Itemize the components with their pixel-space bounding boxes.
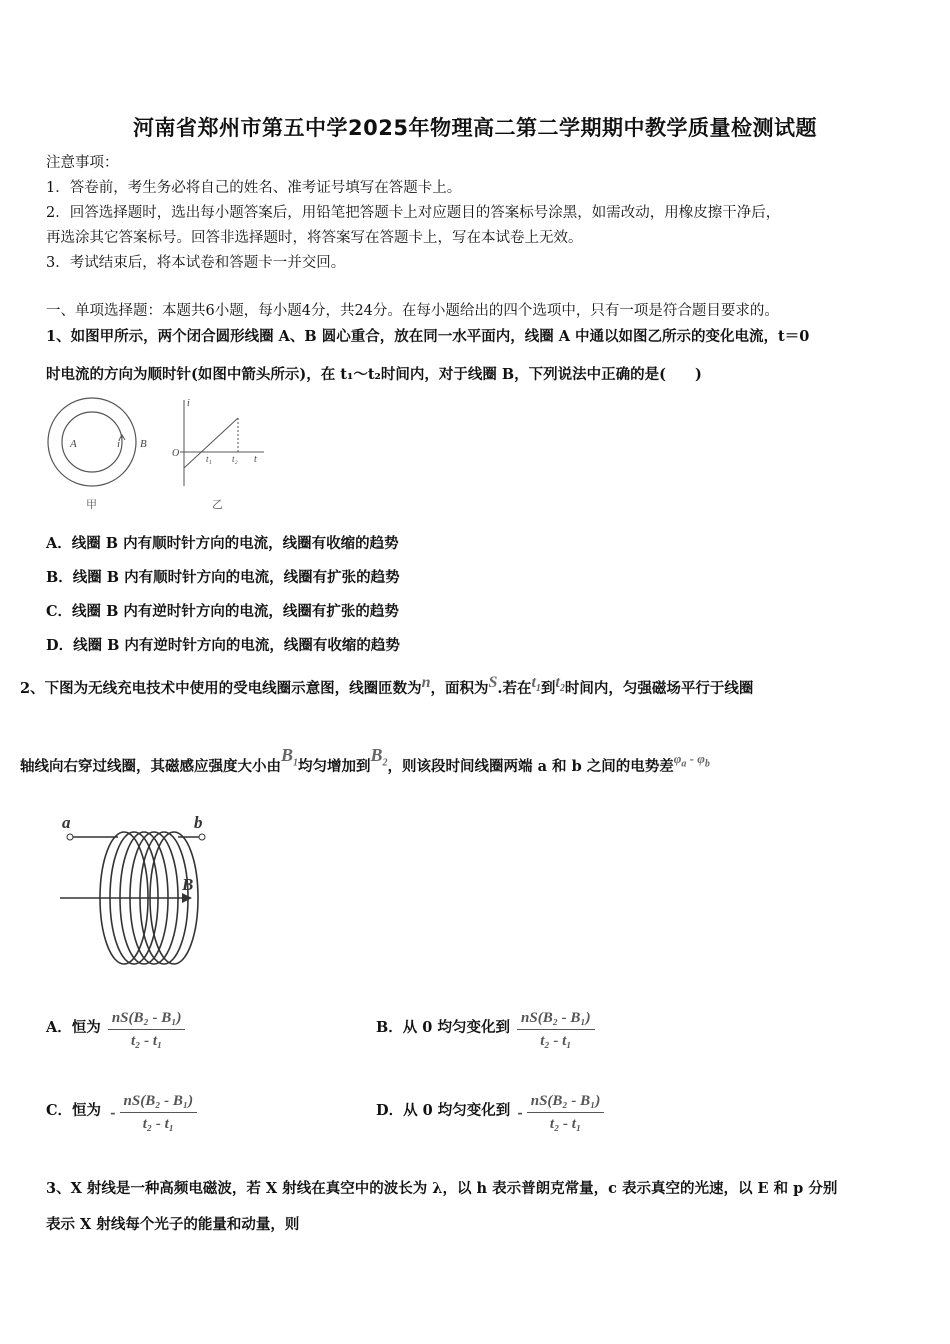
q1-figure (44, 396, 274, 516)
q2-stem: 2、下图为无线充电技术中使用的受电线圈示意图，线圈匝数为n，面积为S.若在$t_1$到$t_2$时间内，匀强磁场平行于线圈 (20, 674, 754, 697)
var-phi-a: φ (673, 751, 682, 766)
label-jia: 甲 (86, 499, 97, 511)
notice-item: 2．回答选择题时，选出每小题答案后，用铅笔把答题卡上对应题目的答案标号涂黑，如需改动，用橡皮擦干净后， (46, 205, 781, 221)
q2-text: 时间内，匀强磁场平行于线圈 (564, 680, 754, 697)
q2-option-a[interactable] (46, 1010, 185, 1050)
q2-option-d[interactable] (376, 1093, 604, 1133)
q2-text: ，面积为 (430, 680, 489, 697)
option-label: C．恒为 (46, 1102, 102, 1119)
label-t: t (254, 454, 257, 465)
minus-sign: - (110, 1106, 116, 1121)
var-t1: t (531, 674, 536, 691)
label-t2: t₂ (232, 454, 238, 464)
q1-option-b[interactable]: B．线圈 B 内有顺时针方向的电流，线圈有扩张的趋势 (46, 569, 400, 586)
label-i-axis: i (187, 398, 190, 409)
label-b: b (194, 813, 203, 832)
label-yi: 乙 (212, 499, 223, 511)
var-phi-b: φ (697, 751, 705, 766)
var-S: S (488, 674, 498, 691)
fraction: $\frac{\text{nS(B₂ - B₁)}}{\text{t₂ - t₁}}$ (527, 1093, 605, 1133)
q2-text: 到 (540, 680, 556, 697)
label-A: A (70, 438, 77, 450)
q2-option-b[interactable] (376, 1010, 595, 1050)
var-B2: B (370, 745, 383, 765)
q2-text: .若在 (497, 680, 532, 697)
option-label: D．从 0 均匀变化到 (376, 1102, 511, 1119)
terminal-b (199, 834, 205, 840)
section-heading: 一、单项选择题：本题共6小题，每小题4分，共24分。在每小题给出的四个选项中，只有一项是符合题目要求的。 (46, 303, 779, 319)
option-label: A．恒为 (46, 1019, 101, 1036)
notice-heading: 注意事项： (46, 155, 119, 171)
q1-option-a[interactable]: A．线圈 B 内有顺时针方向的电流，线圈有收缩的趋势 (46, 535, 399, 552)
notice-item: 3．考试结束后，将本试卷和答题卡一并交回。 (46, 255, 346, 271)
label-O: O (172, 448, 180, 459)
var-t2: t (555, 674, 560, 691)
label-t1: t₁ (206, 454, 212, 464)
q1-stem: 1、如图甲所示，两个闭合圆形线圈 A、B 圆心重合，放在同一水平面内，线圈 A 中通以如图乙所示的变化电流，t＝0 (46, 328, 810, 345)
minus-sign: - (517, 1106, 523, 1121)
page-title: 河南省郑州市第五中学2025年物理高二第二学期期中教学质量检测试题 (133, 116, 817, 140)
q2-option-c[interactable] (46, 1093, 197, 1133)
fraction: $\frac{\text{nS(B₂ - B₁)}}{\text{t₂ - t₁}}$ (517, 1010, 595, 1050)
var-B1: B (281, 745, 294, 765)
notice-item: 再选涂其它答案标号。回答非选择题时，将答案写在答题卡上，写在本试卷上无效。 (46, 230, 583, 246)
q3-stem: 3、X 射线是一种高频电磁波，若 X 射线在真空中的波长为 λ，以 h 表示普朗克常量，c 表示真空的光速，以 E 和 p 分别 (46, 1180, 838, 1197)
coil-figure (58, 810, 228, 975)
terminal-a (67, 834, 73, 840)
fraction: $\frac{\text{nS(B₂ - B₁)}}{\text{t₂ - t₁}}$ (120, 1093, 198, 1133)
option-label: B．从 0 均匀变化到 (376, 1019, 510, 1036)
label-a: a (62, 813, 71, 832)
q1-option-d[interactable]: D．线圈 B 内有逆时针方向的电流，线圈有收缩的趋势 (46, 637, 400, 654)
q2-text: 均匀增加到 (298, 758, 371, 775)
notice-item: 1．答卷前，考生务必将自己的姓名、准考证号填写在答题卡上。 (46, 180, 462, 196)
label-B: B (140, 438, 147, 450)
label-B-field: B (182, 875, 194, 894)
fraction: $\frac{\text{nS(B₂ - B₁)}}{\text{t₂ - t₁}}$ (108, 1010, 186, 1050)
field-arrow-icon (182, 893, 192, 903)
label-i: i (117, 438, 121, 450)
q1-stem: 时电流的方向为顺时针(如图中箭头所示)，在 t₁～t₂时间内，对于线圈 B，下列说法中正确的是( ) (46, 366, 702, 383)
q3-stem: 表示 X 射线每个光子的能量和动量，则 (46, 1216, 300, 1233)
var-n: n (421, 674, 431, 691)
q2-stem: 轴线向右穿过线圈，其磁感应强度大小由$B_1$均匀增加到$B_2$，则该段时间线圈两端 a 和 b 之间的电势差$\varphi_a - \varphi_b$ (20, 745, 710, 775)
q2-text: ，则该段时间线圈两端 a 和 b 之间的电势差 (387, 758, 674, 775)
q2-text: 轴线向右穿过线圈，其磁感应强度大小由 (20, 758, 281, 775)
coil-b-circle (48, 398, 136, 486)
q2-text: 2、下图为无线充电技术中使用的受电线圈示意图，线圈匝数为 (20, 680, 422, 697)
q1-option-c[interactable]: C．线圈 B 内有逆时针方向的电流，线圈有扩张的趋势 (46, 603, 399, 620)
